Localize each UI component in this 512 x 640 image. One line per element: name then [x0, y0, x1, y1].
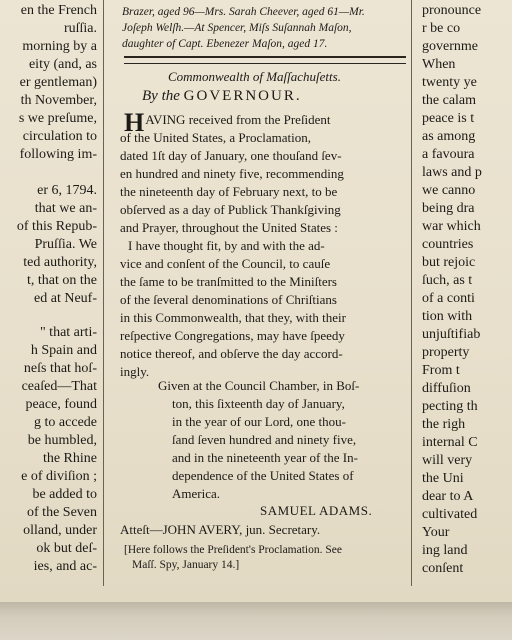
text-line: ton, this ſixteenth day of January,: [172, 396, 345, 411]
text-line: r be co: [422, 21, 461, 36]
note-line: [Here follows the Preſident's Proclamation. See: [124, 544, 342, 556]
text-line: ingly.: [120, 364, 150, 379]
text-line: property: [422, 345, 470, 360]
text-line: but rejoic: [422, 255, 476, 270]
text-line: internal C: [422, 435, 478, 450]
text-line: America.: [172, 486, 221, 501]
section-divider: [124, 56, 406, 64]
text-line: being dra: [422, 201, 475, 216]
text-line: olland, under: [23, 523, 97, 538]
first-line-text: AVING received from the Preſident: [145, 112, 331, 127]
text-line: of the ſeveral denominations of Chriſtians: [120, 292, 337, 307]
text-line: dated 1ſt day of January, one thouſand ſev-: [120, 148, 342, 163]
text-line: ok but deſ-: [36, 541, 97, 556]
text-line: er gentleman): [19, 75, 97, 90]
text-line: the Uni: [422, 471, 464, 486]
column-rule-left: [103, 0, 104, 586]
text-line: " that arti-: [39, 325, 97, 340]
text-line: h Spain and: [30, 343, 97, 358]
text-line: and in the nineteenth year of the In-: [172, 450, 358, 465]
text-line: that we an-: [34, 201, 97, 216]
text-line: I have thought fit, by and with the ad-: [128, 238, 325, 253]
text-line: unjuſtifiab: [422, 327, 481, 342]
text-line: we canno: [422, 183, 476, 198]
text-line: laws and p: [422, 165, 482, 180]
text-line: of a conti: [422, 291, 475, 306]
text-line: the calam: [422, 93, 477, 108]
signature: SAMUEL ADAMS.: [260, 503, 373, 518]
attest-line: Atteſt—JOHN AVERY, jun. Secretary.: [120, 522, 321, 537]
text-line: diffuſion: [422, 381, 471, 396]
right-column: [418, 0, 512, 602]
proclamation-heading: Commonwealth of Maſſachuſetts.: [168, 69, 341, 84]
text-line: ceaſed—That: [21, 379, 97, 394]
text-line: the Rhine: [42, 451, 97, 466]
text-line: will very: [422, 453, 473, 468]
text-line: ſuch, as t: [422, 273, 473, 288]
text-line: in the year of our Lord, one thou-: [172, 414, 347, 429]
text-line: tion with: [422, 309, 473, 324]
column-rule-right: [411, 0, 412, 586]
text-line: war which: [422, 219, 481, 234]
text-line: ſand ſeven hundred and ninety five,: [172, 432, 357, 447]
text-line: twenty ye: [422, 75, 477, 90]
text-line: pecting th: [422, 399, 478, 414]
page-shadow-band: [0, 602, 512, 640]
text-line: vice and conſent of the Council, to cauſe: [120, 256, 331, 271]
proclamation-byline: [142, 88, 302, 105]
text-line: t, that on the: [27, 273, 97, 288]
text-line: the righ: [422, 417, 466, 432]
text-line: peace, found: [25, 397, 97, 412]
text-line: pronounce: [422, 3, 482, 18]
byline-governour: GOVERNOUR.: [183, 88, 302, 104]
text-line: Given at the Council Chamber, in Boſ-: [158, 378, 360, 393]
center-column: [110, 0, 406, 602]
text-line: a favoura: [422, 147, 475, 162]
text-line: e of diviſion ;: [21, 469, 97, 484]
text-line: following im-: [19, 147, 97, 162]
text-line: and Prayer, throughout the United States :: [120, 220, 338, 235]
text-line: g to accede: [34, 415, 97, 430]
note-line: Maſſ. Spy, January 14.]: [132, 559, 240, 571]
text-line: of the United States, a Proclamation,: [120, 130, 311, 145]
text-line: countries: [422, 237, 474, 252]
text-line: eity (and, as: [28, 57, 97, 72]
left-column: [0, 0, 101, 602]
text-line: Your: [422, 525, 450, 540]
text-line: in this Commonwealth, that they, with their: [120, 310, 346, 325]
text-line: reſpective Congregations, may have ſpeedy: [120, 328, 345, 343]
text-line: peace is t: [422, 111, 475, 126]
text-line: dear to A: [422, 489, 474, 504]
text-line: be humbled,: [27, 433, 97, 448]
text-line: conſent: [422, 561, 464, 576]
byline-prefix: By the: [142, 88, 180, 104]
text-line: When: [422, 57, 456, 72]
text-line: en the French: [20, 3, 97, 18]
drop-cap: H: [124, 108, 145, 137]
text-line: en hundred and ninety five, recommending: [120, 166, 344, 181]
text-line: obſerved as a day of Publick Thankſgiving: [120, 202, 341, 217]
obituary-line: daughter of Capt. Ebenezer Maſon, aged 17.: [122, 38, 328, 50]
text-line: notice thereof, and obſerve the day accord-: [120, 346, 343, 361]
text-line: ing land: [422, 543, 468, 558]
text-line: be added to: [32, 487, 97, 502]
text-line: circulation to: [22, 129, 97, 144]
text-line: er 6, 1794.: [37, 183, 97, 198]
text-line: morning by a: [22, 39, 97, 54]
text-line: as among: [422, 129, 476, 144]
text-line: the ſame to be tranſmitted to the Miniſters: [120, 274, 337, 289]
text-line: the nineteenth day of February next, to be: [120, 184, 338, 199]
text-line: ted authority,: [23, 255, 97, 270]
text-line: th November,: [20, 93, 97, 108]
obituary-line: Brazer, aged 96—Mrs. Sarah Cheever, aged 61—Mr.: [122, 6, 365, 18]
text-line: ruſſia.: [63, 21, 97, 36]
text-line: ies, and ac-: [33, 559, 97, 574]
text-line: dependence of the United States of: [172, 468, 354, 483]
obituary-line: Joſeph Welſh.—At Spencer, Miſs Suſannah Maſon,: [122, 22, 352, 34]
text-line: of this Repub-: [16, 219, 97, 234]
text-line: From t: [422, 363, 460, 378]
text-line: neſs that hoſ-: [23, 361, 97, 376]
text-line: ed at Neuf-: [34, 291, 97, 306]
text-line: Pruſſia. We: [34, 237, 97, 252]
text-line: s we preſume,: [18, 111, 97, 126]
text-line: cultivated: [422, 507, 478, 522]
text-line: governme: [422, 39, 478, 54]
text-line: of the Seven: [27, 505, 97, 520]
